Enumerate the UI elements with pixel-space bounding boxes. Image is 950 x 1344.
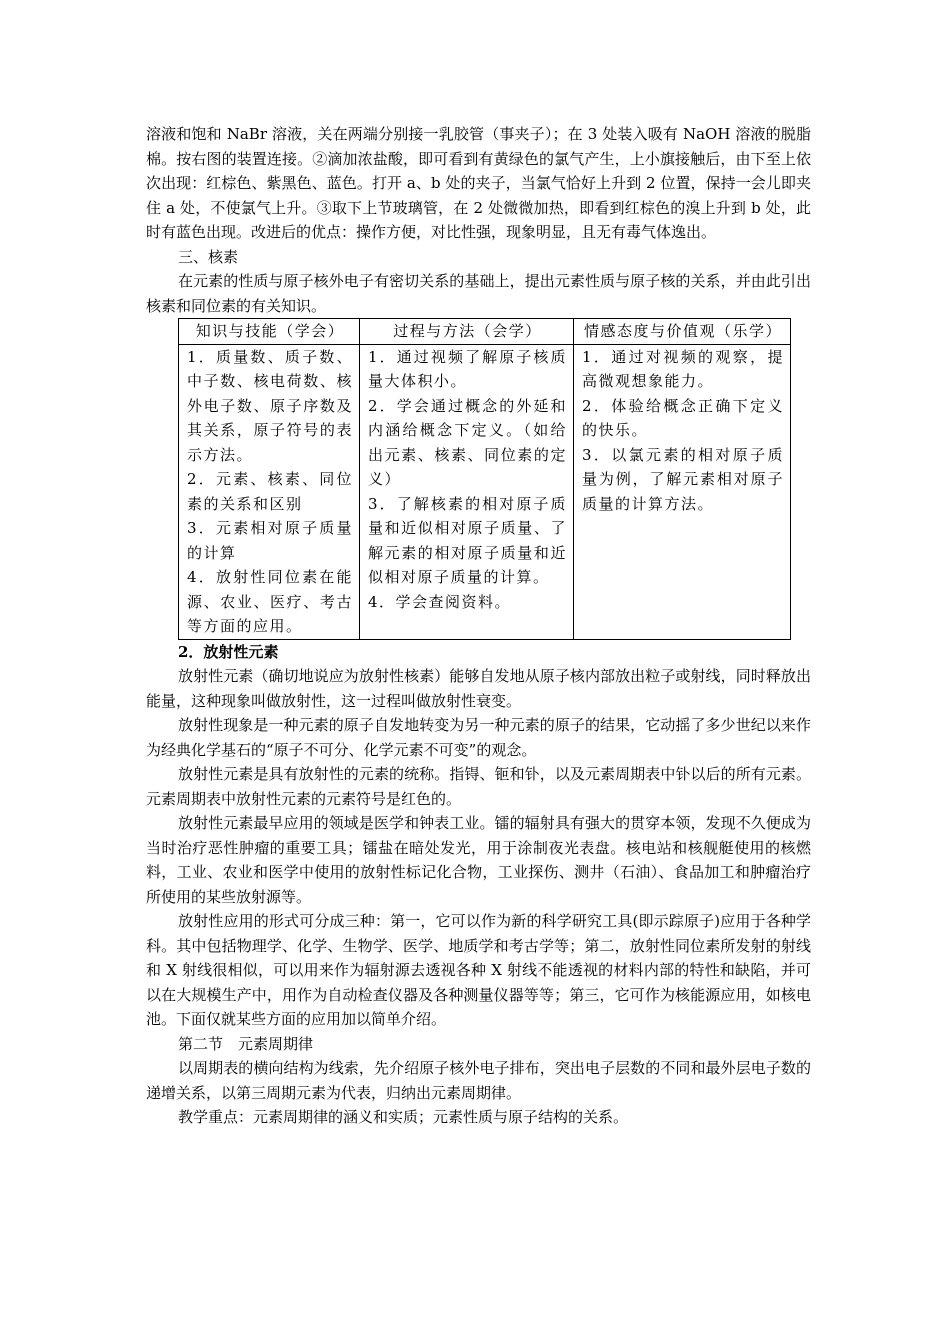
section-title-nuclide: 三、核素	[178, 247, 239, 266]
list-item: 3．了解核素的相对原子质量和近似相对原子质量、了解元素的相对原子质量和近似相对原子质量的计算。	[368, 494, 567, 586]
list-item: 3．元素相对原子质量的计算	[187, 519, 353, 562]
section-title-periodic-law: 第二节 元素周期律	[178, 1034, 314, 1053]
objectives-table	[178, 318, 791, 640]
table-header-attitude: 情感态度与价值观（乐学）	[574, 319, 791, 345]
list-item: 2．学会通过概念的外延和内涵给概念下定义。（如给出元素、核素、同位素的定义）	[368, 396, 567, 488]
table-header-process: 过程与方法（会学）	[360, 319, 574, 345]
list-item: 2．体验给概念正确下定义的快乐。	[582, 396, 784, 439]
table-cell-knowledge	[179, 344, 360, 639]
paragraph-radioactive-2: 放射性现象是一种元素的原子自发地转变为另一种元素的原子的结果，它动摇了多少世纪以来作为经典化学基石的“原子不可分、化学元素不可变”的观念。	[146, 716, 811, 759]
table-cell-process	[360, 344, 574, 639]
paragraph-radioactive-5: 放射性应用的形式可分成三种：第一，它可以作为新的科学研究工具(即示踪原子)应用于各种学科。其中包括物理学、化学、生物学、医学、地质学和考古学等；第二，放射性同位素所发射的射线和 X 射线很相似，可以用来作为辐射源去透视各种 X 射线不能透视的材料内部的特性和缺陷，并可以在大规模生产中，用作为自动检查仪器及各种测量仪器等等；第三，它可作为核能源应用，如核电池。下面仅就某些方面的应用加以简单介绍。	[146, 912, 811, 1028]
paragraph-periodic-2: 教学重点：元素周期律的涵义和实质；元素性质与原子结构的关系。	[178, 1108, 629, 1126]
paragraph-radioactive-3: 放射性元素是具有放射性的元素的统称。指锝、钷和钋，以及元素周期表中钋以后的所有元素。元素周期表中放射性元素的元素符号是红色的。	[146, 765, 811, 808]
table-header-knowledge: 知识与技能（学会）	[179, 319, 360, 345]
paragraph-periodic-1: 以周期表的横向结构为线索，先介绍原子核外电子排布，突出电子层数的不同和最外层电子数的递增关系，以第三周期元素为代表，归纳出元素周期律。	[146, 1059, 811, 1102]
list-item: 4．学会查阅资料。	[368, 592, 512, 611]
list-item: 4．放射性同位素在能源、农业、医疗、考古等方面的应用。	[187, 568, 353, 635]
document-page	[146, 122, 811, 1130]
list-item: 3．以氯元素的相对原子质量为例，了解元素相对原子质量的计算方法。	[582, 445, 784, 513]
paragraph-experiment-continued: 溶液和饱和 NaBr 溶液，关在两端分别接一乳胶管（事夹子）；在 3 处装入吸有 NaOH 溶液的脱脂棉。按右图的装置连接。②滴加浓盐酸，即可看到有黄绿色的氯气产生，上小旗接触后，由下至上依次出现：红棕色、紫黑色、蓝色。打开 a、b 处的夹子，当氯气恰好上升到 2 位置，保持一会儿即夹住 a 处，不使氯气上升。③取下上节玻璃管，在 2 处微微加热，即看到红棕色的溴上升到 b 处，此时有蓝色出现。改进后的优点：操作方便，对比性强，现象明显，且无有毒气体逸出。	[146, 125, 811, 241]
table-header-row	[179, 319, 791, 345]
paragraph-radioactive-1: 放射性元素（确切地说应为放射性核素）能够自发地从原子核内部放出粒子或射线，同时释放出能量，这种现象叫做放射性，这一过程叫做放射性衰变。	[146, 667, 811, 710]
table-cell-attitude	[574, 344, 791, 639]
subsection-title-radioactive: 2．放射性元素	[178, 642, 279, 661]
list-item: 1．通过对视频的观察，提高微观想象能力。	[582, 347, 784, 390]
list-item: 2．元素、核素、同位素的关系和区别	[187, 470, 353, 513]
table-row	[179, 344, 791, 639]
list-item: 1．通过视频了解原子核质量大体积小。	[368, 347, 567, 390]
paragraph-nuclide-intro: 在元素的性质与原子核外电子有密切关系的基础上，提出元素性质与原子核的关系，并由此引出核素和同位素的有关知识。	[146, 272, 811, 315]
list-item: 1．质量数、质子数、中子数、核电荷数、核外电子数、原子序数及其关系，原子符号的表示方法。	[187, 347, 353, 464]
paragraph-radioactive-4: 放射性元素最早应用的领域是医学和钟表工业。镭的辐射具有强大的贯穿本领，发现不久便成为当时治疗恶性肿瘤的重要工具；镭盐在暗处发光，用于涂制夜光表盘。核电站和核舰艇使用的核燃料，工业、农业和医学中使用的放射性标记化合物，工业探伤、测井（石油）、食品加工和肿瘤治疗所使用的某些放射源等。	[146, 814, 811, 906]
